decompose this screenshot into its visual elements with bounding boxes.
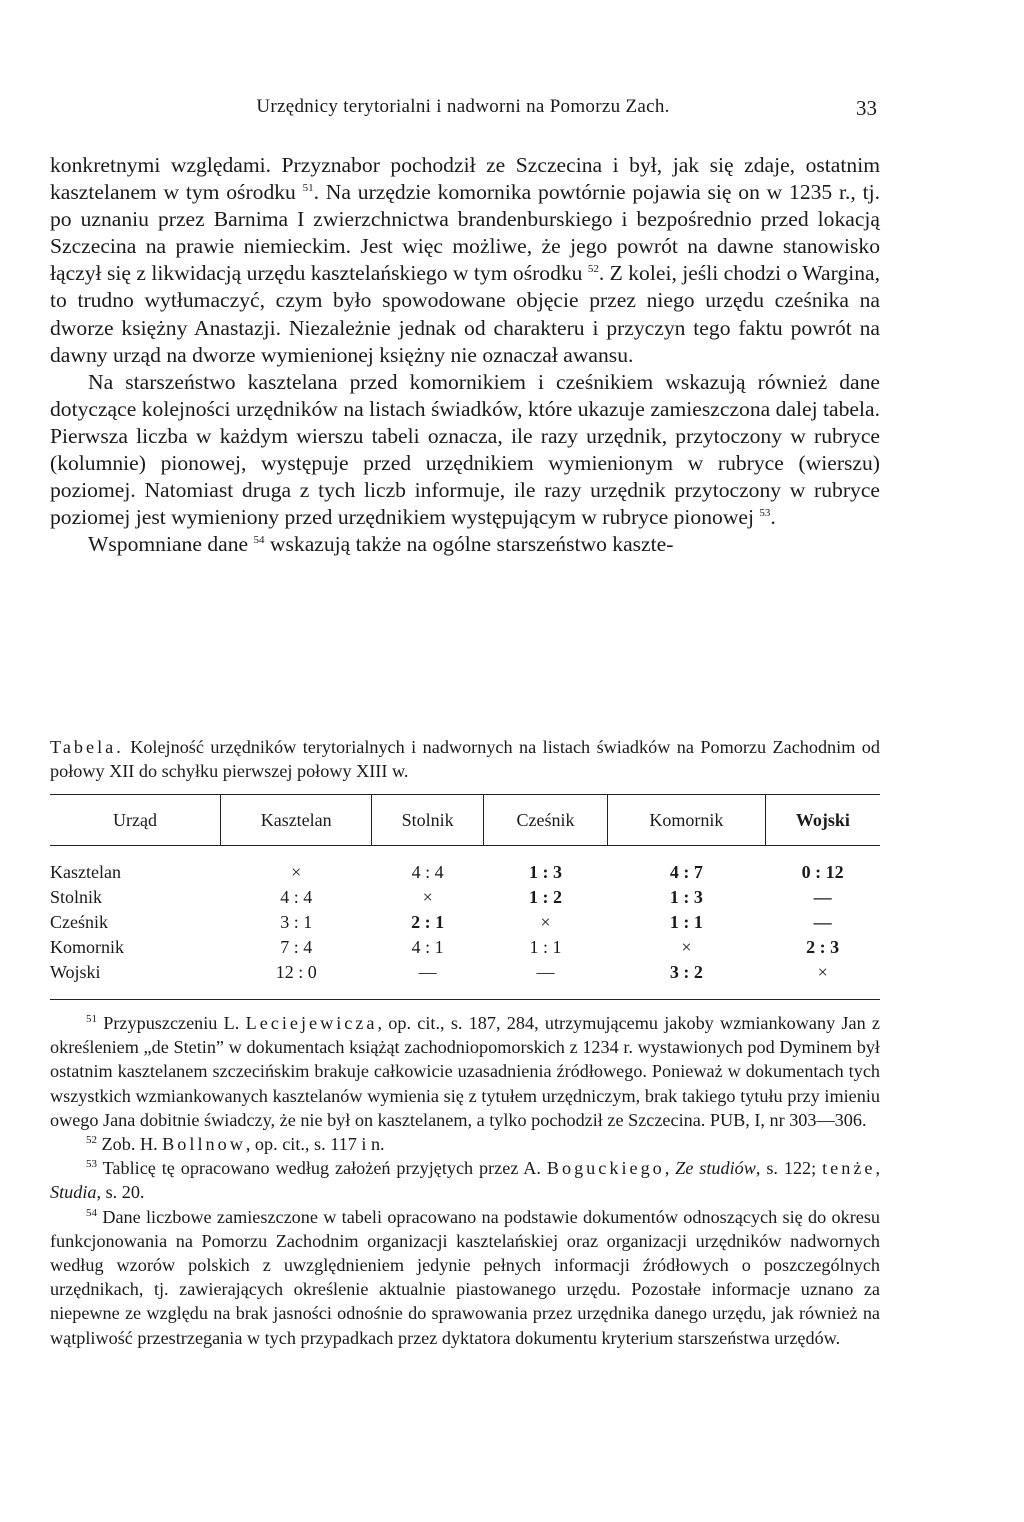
text-run: , (664, 1158, 676, 1179)
table-row (50, 910, 880, 935)
row-label: Cześnik (50, 912, 108, 932)
column-header: Cześnik (483, 795, 607, 846)
text-run: konkretnymi względami. Przyznabor pochodził ze Szczecina i był, jak się zdaje, ostatnim kasztelanem w tym ośrodku (50, 153, 880, 205)
text-run: . Z kolei, jeśli chodzi o Wargina, to trudno wytłumaczyć, czym było spowodowane objęcie przez niego urzędu cześnika na dworze księżny Anastazji. Niezależnie jednak od charakteru i przyczyn tego faktu powrót na dawny urząd na dworze wymienionej księżny nie oznaczał awansu. (50, 261, 880, 367)
footnote-reference: 52 (587, 263, 599, 276)
work-title: Studia (50, 1182, 97, 1203)
table-cell: 2 : 3 (806, 937, 840, 957)
table-cell: 4 : 4 (411, 862, 444, 882)
work-title: Ze studiów (675, 1158, 756, 1179)
table-cell: 1 : 1 (669, 912, 703, 932)
table-cell: × (540, 912, 551, 932)
row-label: Komornik (50, 937, 124, 957)
column-header: Urząd (113, 809, 157, 830)
footnote-number: 54 (86, 1206, 97, 1219)
column-header: Komornik (608, 795, 766, 846)
body-paragraph (50, 531, 880, 558)
table-cell: — (418, 962, 437, 982)
text-run: , s. 20. (96, 1182, 145, 1203)
table-caption-text: Kolejność urzędników terytorialnych i nadwornych na listach świadków na Pomorzu Zachodnim od połowy XII do schyłku pierwszej połowy XIII w. (50, 737, 880, 781)
table-cell: 2 : 1 (411, 912, 445, 932)
table-header-row (50, 795, 880, 846)
text-run: . Na urzędzie komornika powtórnie pojawia się on w 1235 r., tj. po uznaniu przez Barnima I zwierzchnictwa brandenburskiego i bezpośrednio przed lokacją Szczecina na prawie niemieckim. Jest więc możliwe, że jego powrót na dawne stanowisko łączył się z likwidacją urzędu kasztelańskiego w tym ośrodku (50, 180, 880, 286)
table-cell: 4 : 4 (280, 887, 313, 907)
text-run: , op. cit., s. 187, 284, utrzymującemu jakoby wzmiankowany Jan z określeniem „de Stetin” w dokumentach książąt zachodniopomorskich z 1234 r. wystawionych pod Dyminem był ostatnim kasztelanem szczecińskim brakuje całkowicie uzasadnienia źródłowego. Ponieważ w dokumentach tych wszystkich wzmiankowanych kasztelanów wymienia się z tytułem urzędniczym, brak takiego tytułu przy imieniu owego Jana dobitnie świadczy, że nie był on kasztelanem, a tylko pochodził ze Szczecina. PUB, I, nr 303—306. (50, 1013, 881, 1130)
page-number: 33 (856, 96, 877, 120)
table-cell: × (681, 937, 692, 957)
table-row (50, 935, 880, 960)
column-header: Kasztelan (221, 795, 372, 846)
author-name: Boguckiego (546, 1158, 665, 1179)
footnote-number: 53 (86, 1158, 97, 1171)
footnote-reference: 53 (759, 507, 771, 520)
footnote (50, 1205, 880, 1350)
table-cell: 4 : 1 (411, 937, 444, 957)
text-run: . (770, 505, 776, 530)
table-bottom-rule (50, 1000, 880, 1002)
text-run: Na starszeństwo kasztelana przed komornikiem i cześnikiem wskazują również dane dotyczące kolejności urzędników na listach świadków, które ukazuje zamieszczona dalej tabela. Pierwsza liczba w każdym wierszu tabeli oznacza, ile razy urzędnik, przytoczony w rubryce (kolumnie) pionowej, występuje przed urzędnikiem wymienionym w rubryce (wierszu) poziomej. Natomiast druga z tych liczb informuje, ile razy urzędnik przytoczony w rubryce poziomej jest wymieniony przed urzędnikiem występującym w rubryce pionowej (50, 369, 880, 530)
column-header: Wojski (765, 795, 880, 846)
table-row (50, 846, 880, 886)
footnote-number: 52 (86, 1133, 97, 1146)
footnote-reference: 54 (253, 534, 265, 547)
column-header: Stolnik (372, 795, 484, 846)
footnote (50, 1132, 880, 1156)
table-cell: — (813, 887, 832, 907)
table-cell: 4 : 7 (669, 862, 703, 882)
footnote (50, 1156, 880, 1204)
table-caption-label: Tabela. (50, 737, 124, 757)
table-cell: × (422, 887, 433, 907)
precedence-table (50, 794, 880, 1001)
text-run: , op. cit., s. 117 i n. (245, 1134, 385, 1155)
author-name: Leciejewicza (245, 1013, 378, 1033)
footnotes (50, 1011, 880, 1350)
table-row (50, 960, 880, 1000)
table-cell: × (817, 962, 828, 982)
table-row (50, 885, 880, 910)
author-name: Bollnow (162, 1134, 246, 1155)
text-run: wskazują także na ogólne starszeństwo kaszte- (264, 532, 674, 557)
table-cell: 12 : 0 (275, 962, 317, 982)
footnote-number: 51 (86, 1012, 97, 1025)
table-caption (50, 735, 880, 783)
row-label: Wojski (50, 962, 101, 982)
table-cell: 1 : 1 (529, 937, 562, 957)
author-name: tenże (822, 1158, 876, 1179)
row-label: Kasztelan (50, 862, 121, 882)
table-cell: 0 : 12 (801, 862, 844, 882)
footnote (50, 1011, 880, 1132)
body-paragraph (50, 152, 880, 369)
text-run: Tablicę tę opracowano według założeń przyjętych przez A. (102, 1158, 547, 1179)
row-label: Stolnik (50, 887, 103, 907)
table-cell: 1 : 2 (528, 887, 562, 907)
table-cell: 1 : 3 (669, 887, 703, 907)
body-text (50, 152, 880, 558)
text-run: Przypuszczeniu L. (103, 1013, 246, 1033)
body-paragraph (50, 369, 880, 532)
table-cell: — (536, 962, 555, 982)
table-cell: 1 : 3 (528, 862, 562, 882)
footnote-reference: 51 (302, 181, 314, 194)
table-cell: 3 : 2 (669, 962, 703, 982)
table-cell: × (291, 862, 302, 882)
text-run: Zob. H. (101, 1134, 163, 1155)
precedence-table-wrap (50, 794, 880, 1001)
text-run: , s. 122; (755, 1158, 823, 1179)
running-head: Urzędnicy terytorialni i nadworni na Pomorzu Zach. (256, 96, 670, 117)
table-cell: 3 : 1 (280, 912, 313, 932)
text-run: , (875, 1158, 881, 1179)
table-cell: 7 : 4 (280, 937, 313, 957)
table-cell: — (813, 912, 832, 932)
text-run: Dane liczbowe zamieszczone w tabeli opracowano na podstawie dokumentów odnoszących się do okresu funkcjonowania na Pomorzu Zachodnim organizacji kasztelańskiej oraz organizacji urzędników nadwornych według wzorów polskich z uwzględnieniem jedynie pełnych informacji źródłowych o poszczególnych urzędnikach, tj. zawierających określenie aktualnie piastowanego urzędu. Pozostałe informacje uznano za niepewne ze względu na brak jasności odnośnie do sprawowania przez urzędnika danego urzędu, jak również na wątpliwość przestrzegania w tych przypadkach przez dyktatora dokumentu kryterium starszeństwa urzędów. (50, 1206, 881, 1348)
text-run: Wspomniane dane (88, 532, 254, 557)
